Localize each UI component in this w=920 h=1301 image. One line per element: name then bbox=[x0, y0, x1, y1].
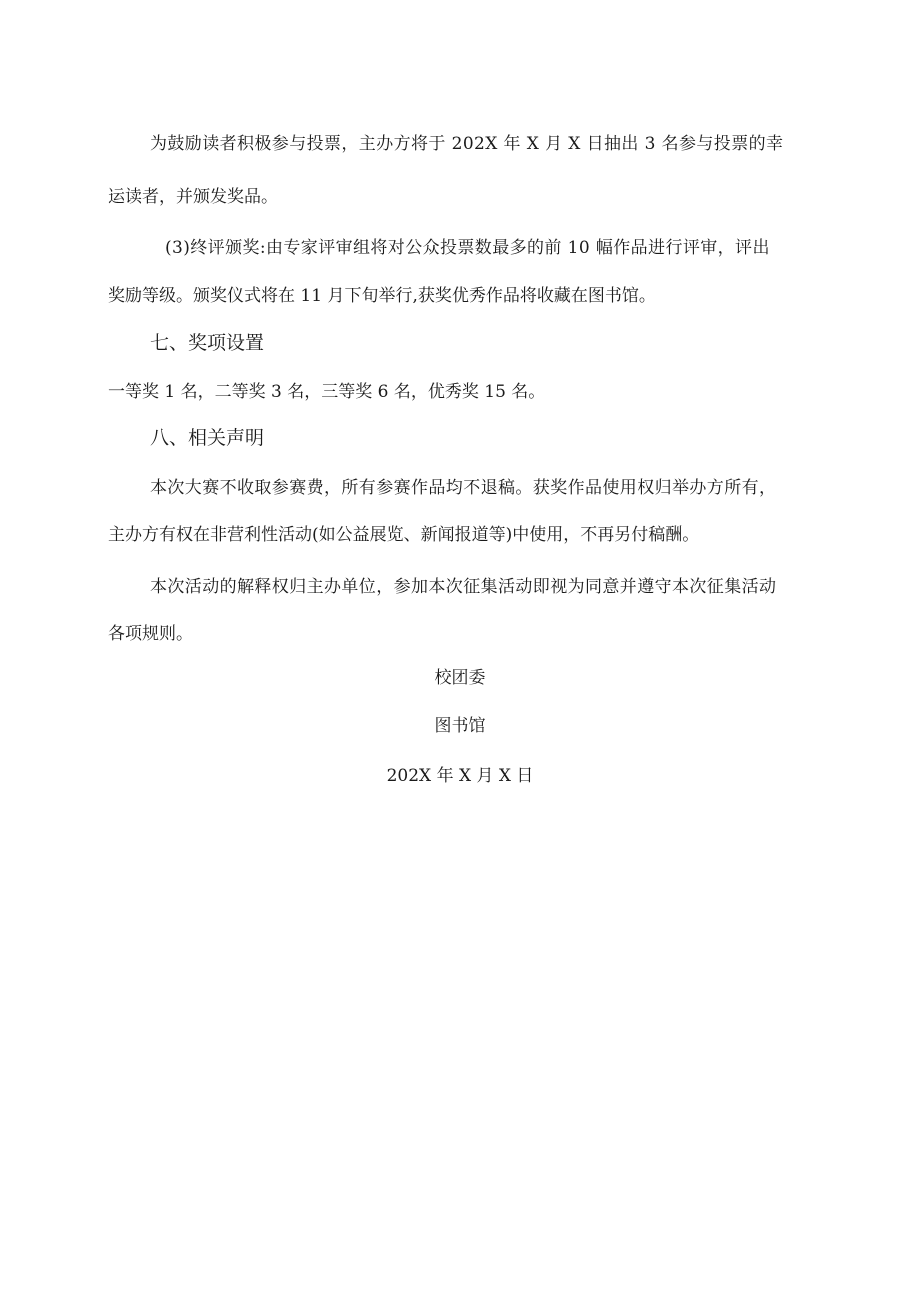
paragraph-final-review-line-1: (3)终评颁奖:由专家评审组将对公众投票数最多的前 10 幅作品进行评审，评出 bbox=[165, 238, 770, 258]
statement-paragraph-1-line-2: 主办方有权在非营利性活动(如公益展览、新闻报道等)中使用，不再另付稿酬。 bbox=[108, 525, 700, 545]
signature-org-youth-league: 校团委 bbox=[434, 668, 486, 688]
paragraph-final-review-line-2: 奖励等级。颁奖仪式将在 11 月下旬举行,获奖优秀作品将收藏在图书馆。 bbox=[108, 286, 656, 306]
section-heading-awards: 七、奖项设置 bbox=[150, 332, 265, 354]
signature-org-library: 图书馆 bbox=[434, 716, 486, 736]
statement-paragraph-1-line-1: 本次大赛不收取参赛费，所有参赛作品均不退稿。获奖作品使用权归举办方所有， bbox=[150, 478, 777, 498]
statement-paragraph-2-line-2: 各项规则。 bbox=[108, 624, 193, 644]
statement-paragraph-2-line-1: 本次活动的解释权归主办单位，参加本次征集活动即视为同意并遵守本次征集活动 bbox=[150, 577, 777, 597]
section-heading-statement: 八、相关声明 bbox=[150, 427, 265, 449]
paragraph-voting-line-2: 运读者，并颁发奖品。 bbox=[108, 187, 278, 207]
paragraph-voting-line-1: 为鼓励读者积极参与投票，主办方将于 202X 年 X 月 X 日抽出 3 名参与投票的幸 bbox=[150, 134, 784, 154]
awards-list-text: 一等奖 1 名，二等奖 3 名，三等奖 6 名，优秀奖 15 名。 bbox=[108, 382, 546, 402]
signature-date: 202X 年 X 月 X 日 bbox=[386, 766, 534, 786]
